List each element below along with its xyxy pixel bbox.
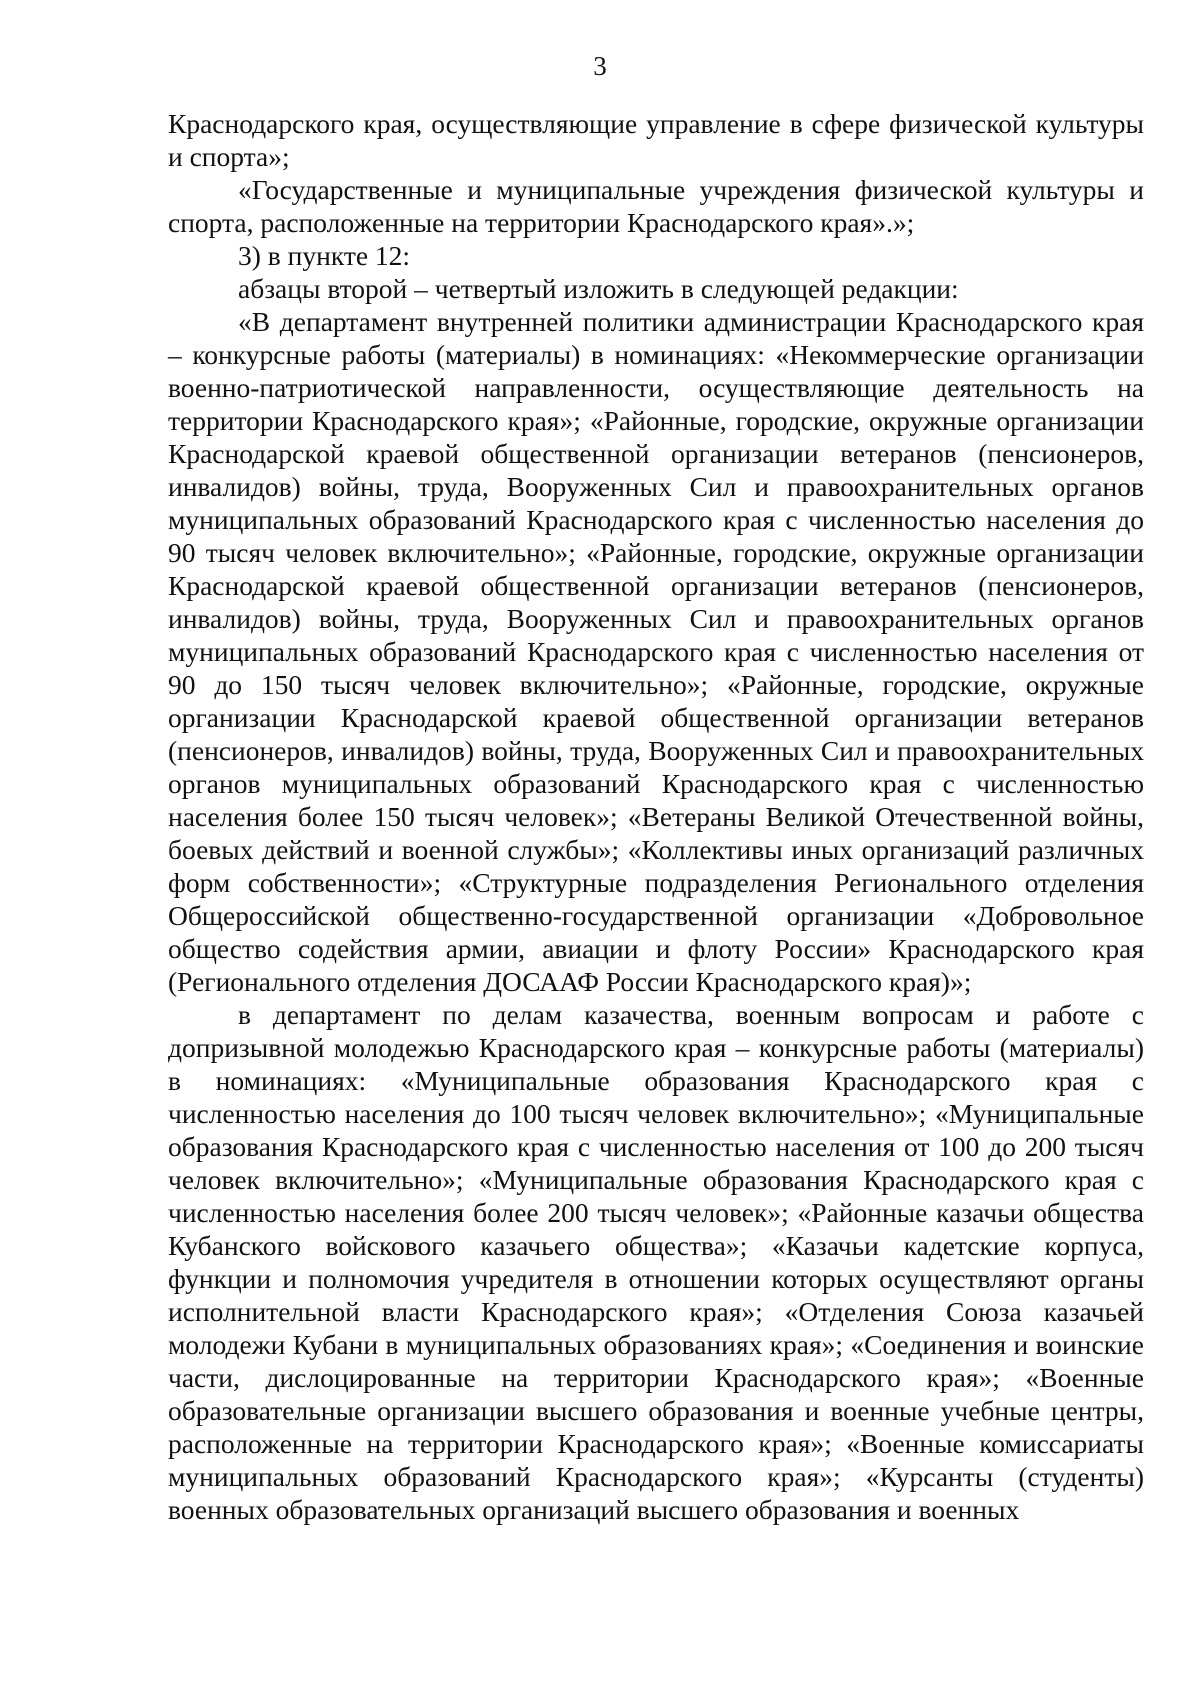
page-number: 3 bbox=[593, 51, 607, 81]
document-body bbox=[168, 107, 1144, 1526]
paragraph-6: в департамент по делам казачества, военным вопросам и работе с допризывной молодежью Краснодарского края – конкурсные работы (материалы) в номинациях: «Муниципальные образования Краснодарского края с численностью населения до 100 тысяч человек включительно»; «Муниципальные образования Краснодарского края с численностью населения от 100 до 200 тысяч человек включительно»; «Муниципальные образования Краснодарского края с численностью населения более 200 тысяч человек»; «Районные казачьи общества Кубанского войскового казачьего общества»; «Казачьи кадетские корпуса, функции и полномочия учредителя в отношении которых осуществляют органы исполнительной власти Краснодарского края»; «Отделения Союза казачьей молодежи Кубани в муниципальных образованиях края»; «Соединения и воинские части, дислоцированные на территории Краснодарского края»; «Военные образовательные организации высшего образования и военные учебные центры, расположенные на территории Краснодарского края»; «Военные комиссариаты муниципальных образований Краснодарского края»; «Курсанты (студенты) военных образовательных организаций высшего образования и военных bbox=[168, 999, 1144, 1525]
paragraph-4: абзацы второй – четвертый изложить в следующей редакции: bbox=[238, 273, 959, 304]
paragraph-5: «В департамент внутренней политики администрации Краснодарского края – конкурсные работы (материалы) в номинациях: «Некоммерческие организации военно-патриотической направленности, осуществляющие деятельность на территории Краснодарского края»; «Районные, городские, окружные организации Краснодарской краевой общественной организации ветеранов (пенсионеров, инвалидов) войны, труда, Вооруженных Сил и правоохранительных органов муниципальных образований Краснодарского края с численностью населения до 90 тысяч человек включительно»; «Районные, городские, окружные организации Краснодарской краевой общественной организации ветеранов (пенсионеров, инвалидов) войны, труда, Вооруженных Сил и правоохранительных органов муниципальных образований Краснодарского края с численностью населения от 90 до 150 тысяч человек включительно»; «Районные, городские, окружные организации Краснодарской краевой общественной организации ветеранов (пенсионеров, инвалидов) войны, труда, Вооруженных Сил и правоохранительных органов муниципальных образований Краснодарского края с численностью населения более 150 тысяч человек»; «Ветераны Великой Отечественной войны, боевых действий и военной службы»; «Коллективы иных организаций различных форм собственности»; «Структурные подразделения Регионального отделения Общероссийской общественно-государственной организации «Добровольное общество содействия армии, авиации и флоту России» Краснодарского края (Регионального отделения ДОСААФ России Краснодарского края)»; bbox=[168, 306, 1144, 997]
paragraph-3: 3) в пункте 12: bbox=[238, 240, 411, 271]
paragraph-2: «Государственные и муниципальные учреждения физической культуры и спорта, расположенные на территории Краснодарского края».»; bbox=[168, 174, 1144, 238]
paragraph-1: Краснодарского края, осуществляющие управление в сфере физической культуры и спорта»; bbox=[168, 108, 1144, 172]
